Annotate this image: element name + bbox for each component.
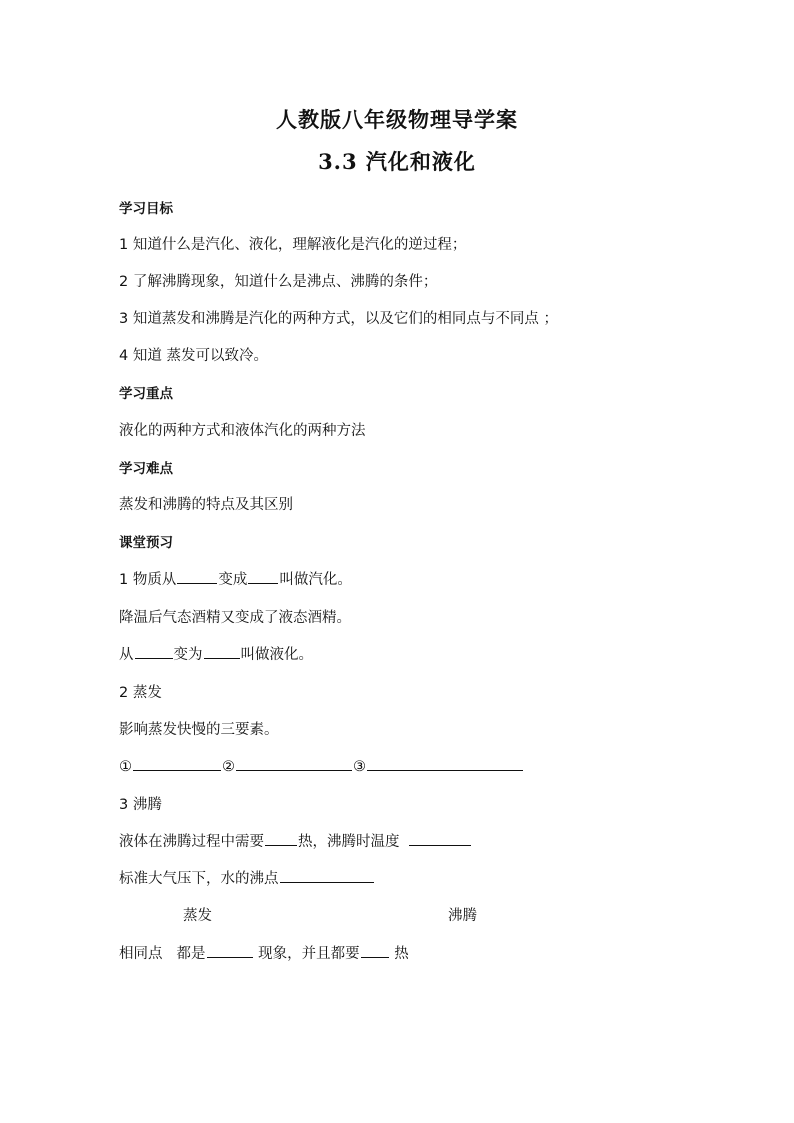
preview-text: 影响蒸发快慢的三要素。 (119, 722, 279, 738)
fill-blank (248, 569, 278, 584)
preview-heading: 课堂预习 (119, 535, 173, 551)
preview-question-1: 1 物质从 变成 叫做汽化。 (119, 568, 352, 589)
fill-blank (177, 569, 217, 584)
document-title: 人教版八年级物理导学案 (276, 107, 518, 132)
difficulties-text: 蒸发和沸腾的特点及其区别 (119, 497, 293, 513)
preview-question-1-part-2: 从 变为 叫做液化。 (119, 643, 313, 664)
goal-item: 2 了解沸腾现象，知道什么是沸点、沸腾的条件； (119, 274, 438, 290)
fill-blank (135, 644, 173, 659)
fill-blank (204, 644, 240, 659)
difficulties-heading: 学习难点 (119, 461, 173, 477)
preview-question-3-title: 3 沸腾 (119, 797, 162, 813)
evaporation-factors: ① ② ③ (119, 756, 524, 775)
fill-blank (207, 943, 253, 958)
fill-blank (367, 756, 523, 771)
key-points-heading: 学习重点 (119, 386, 173, 402)
compare-col-boiling: 沸腾 (448, 908, 477, 924)
goal-item: 1 知道什么是汽化、液化，理解液化是汽化的逆过程； (119, 237, 467, 253)
compare-col-evaporation: 蒸发 (183, 908, 212, 924)
compare-row-same: 相同点 都是 现象，并且都要 热 (119, 942, 409, 963)
fill-blank (265, 831, 297, 846)
fill-blank (236, 756, 352, 771)
goal-item: 4 知道 蒸发可以致冷。 (119, 348, 268, 364)
boiling-question-1: 液体在沸腾过程中需要 热，沸腾时温度 (119, 830, 472, 851)
goal-item: 3 知道蒸发和沸腾是汽化的两种方式，以及它们的相同点与不同点 ； (119, 311, 558, 327)
key-points-text: 液化的两种方式和液体汽化的两种方法 (119, 423, 366, 439)
goals-heading: 学习目标 (119, 201, 173, 217)
fill-blank (361, 943, 389, 958)
fill-blank (409, 831, 471, 846)
preview-question-2-title: 2 蒸发 (119, 685, 162, 701)
boiling-question-2: 标准大气压下，水的沸点 (119, 867, 375, 888)
fill-blank (280, 868, 374, 883)
section-title: 3.3 汽化和液化 (318, 149, 476, 174)
preview-text: 降温后气态酒精又变成了液态酒精。 (119, 610, 351, 626)
fill-blank (133, 756, 221, 771)
